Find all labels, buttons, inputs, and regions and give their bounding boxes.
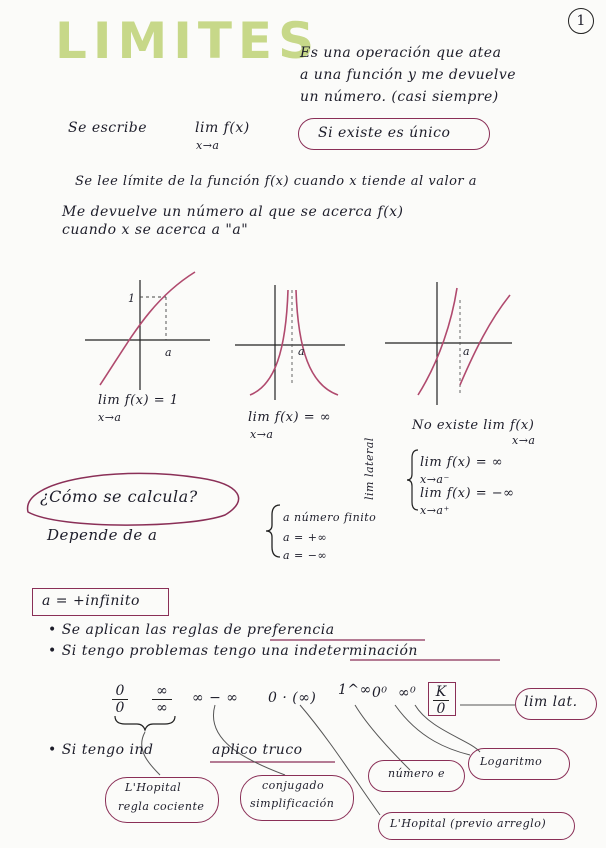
graph-2-right-branch bbox=[296, 290, 338, 395]
graph-2-caption: lim f(x) = ∞ bbox=[248, 410, 332, 425]
lateral-limit-1-sub: x→a⁻ bbox=[420, 473, 450, 486]
ind-inf-minus-inf: ∞ − ∞ bbox=[192, 690, 239, 706]
rule-2: • Si tengo problemas tengo una indeterminación bbox=[48, 643, 418, 659]
graph-2-left-branch bbox=[250, 290, 288, 395]
depende-line: Depende de a bbox=[47, 526, 158, 544]
numero-e-label: número e bbox=[388, 767, 445, 780]
lim-notation-sub: x→a bbox=[196, 139, 220, 152]
rule-1-text: Se aplican las reglas de preferencia bbox=[61, 622, 335, 638]
definition-line-1: Es una operación que atea bbox=[300, 45, 502, 61]
como-se-calcula: ¿Cómo se calcula? bbox=[40, 487, 198, 506]
graph-3-caption-sub: x→a bbox=[512, 434, 536, 447]
ind-one-to-inf: 1^∞ bbox=[338, 682, 372, 698]
aplico-truco: aplico truco bbox=[212, 742, 303, 758]
graph-1-caption-sub: x→a bbox=[98, 411, 122, 424]
ind-0-over-0-den: 0 bbox=[115, 700, 125, 716]
lim-lat-label: lim lat. bbox=[524, 694, 578, 710]
hopital-line-1: L'Hopital bbox=[125, 781, 182, 794]
definition-line-2: a una función y me devuelve bbox=[300, 67, 517, 83]
lateral-brace bbox=[407, 450, 418, 510]
se-escribe-label: Se escribe bbox=[68, 120, 148, 136]
graph-1-x-tick: a bbox=[165, 346, 173, 359]
se-lee-line: Se lee límite de la función f(x) cuando x tiende al valor a bbox=[75, 174, 478, 189]
graph-3-right-branch bbox=[460, 295, 510, 385]
page-number: 1 bbox=[568, 8, 594, 34]
si-tengo-text: Si tengo ind bbox=[61, 742, 154, 758]
hopital-line-2: regla cociente bbox=[118, 800, 205, 813]
graph-1-caption: lim f(x) = 1 bbox=[98, 393, 179, 408]
page-title: LIMITES bbox=[55, 12, 321, 70]
meaning-line-2: cuando x se acerca a "a" bbox=[62, 222, 249, 238]
case-1: a número finito bbox=[283, 511, 377, 524]
graph-3-x-tick: a bbox=[463, 345, 471, 358]
hopital-arreglo-label: L'Hopital (previo arreglo) bbox=[390, 817, 547, 830]
ind-k-num: K bbox=[435, 684, 447, 700]
ind-inf-over-inf bbox=[152, 684, 172, 715]
conjugado-line-2: simplificación bbox=[250, 797, 335, 810]
ind-0-over-0 bbox=[112, 684, 128, 715]
graph-3-caption: No existe lim f(x) bbox=[412, 418, 535, 433]
ind-zero-times-inf: 0 · (∞) bbox=[268, 690, 317, 706]
lim-notation: lim f(x) bbox=[195, 120, 250, 136]
meaning-line-1: Me devuelve un número al que se acerca f(x) bbox=[62, 204, 404, 220]
graph-1-y-tick: 1 bbox=[128, 292, 136, 305]
logaritmo-label: Logaritmo bbox=[480, 755, 543, 768]
lateral-label: lim lateral bbox=[363, 437, 376, 500]
infinito-label: a = +infinito bbox=[42, 593, 140, 609]
conjugado-line-1: conjugado bbox=[262, 779, 325, 792]
unico-note: Si existe es único bbox=[318, 125, 451, 141]
graph-3-axes bbox=[385, 282, 512, 405]
graph-1-axes bbox=[85, 280, 210, 390]
lateral-limit-1: lim f(x) = ∞ bbox=[420, 455, 504, 470]
si-tengo-line: • Si tengo ind bbox=[48, 742, 154, 758]
ind-k-den: 0 bbox=[436, 701, 446, 717]
graph-2-x-tick: a bbox=[298, 345, 306, 358]
ind-zero-to-zero: 0⁰ bbox=[372, 685, 388, 701]
graph-2-caption-sub: x→a bbox=[250, 428, 274, 441]
graph-2-axes bbox=[235, 285, 345, 400]
case-2: a = +∞ bbox=[283, 531, 328, 544]
ind-0-over-0-num: 0 bbox=[115, 683, 125, 699]
ind-inf-to-zero: ∞⁰ bbox=[398, 685, 417, 701]
rule-1: • Se aplican las reglas de preferencia bbox=[48, 622, 335, 638]
definition-line-3: un número. (casi siempre) bbox=[300, 89, 499, 105]
ind-brace bbox=[115, 716, 175, 730]
rule-2-text: Si tengo problemas tengo una indeterminación bbox=[61, 643, 418, 659]
lateral-limit-2: lim f(x) = −∞ bbox=[420, 486, 515, 501]
case-3: a = −∞ bbox=[283, 549, 328, 562]
ind-k-over-0 bbox=[433, 685, 449, 716]
graph-1-curve bbox=[100, 272, 195, 385]
ind-inf-over-inf-num: ∞ bbox=[156, 683, 168, 699]
cases-brace bbox=[266, 505, 280, 557]
ind-inf-over-inf-den: ∞ bbox=[156, 700, 168, 716]
lateral-limit-2-sub: x→a⁺ bbox=[420, 504, 450, 517]
